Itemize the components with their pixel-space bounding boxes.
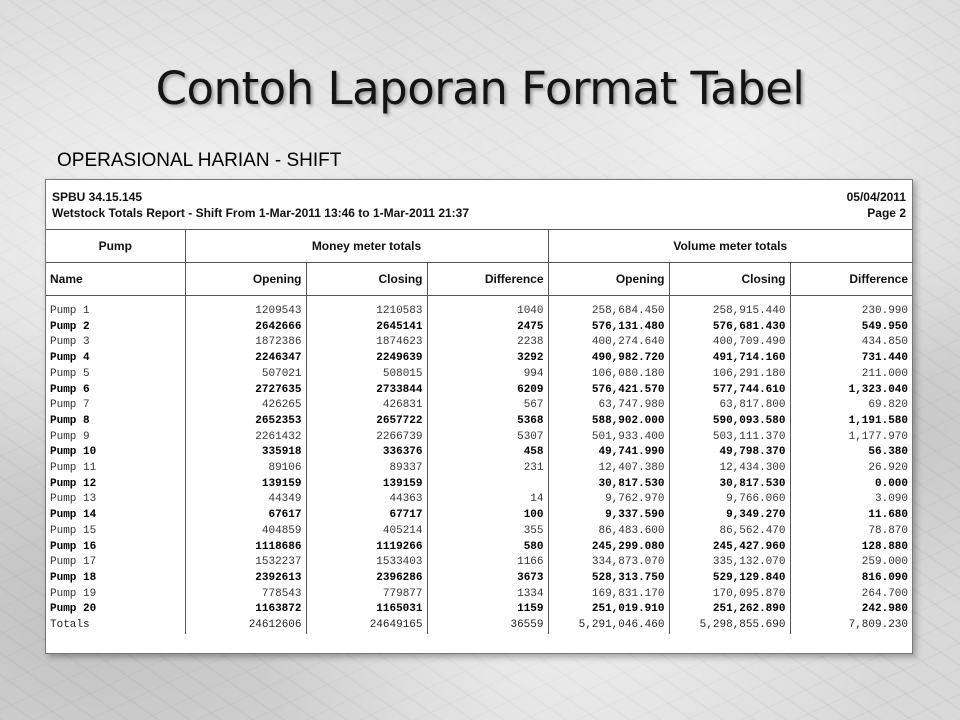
table-row [46,335,912,351]
column-header-name: Name [46,263,185,296]
table-row [46,351,912,367]
volume-closing-cell: 529,129.840 [669,571,790,587]
column-header-money-opening: Opening [185,263,306,296]
money-difference-cell: 1166 [427,555,548,571]
slide-subtitle: OPERASIONAL HARIAN - SHIFT [57,150,342,171]
report-header [46,180,912,230]
money-closing-cell: 2645141 [306,320,427,336]
volume-closing-cell: 86,562.470 [669,524,790,540]
volume-difference-cell: 56.380 [790,445,912,461]
money-closing-cell: 779877 [306,587,427,603]
money-difference-cell [427,477,548,493]
money-difference-cell: 458 [427,445,548,461]
pump-name-cell: Pump 11 [50,462,97,475]
table-row [46,555,912,571]
table-row [46,398,912,414]
volume-closing-cell: 251,262.890 [669,602,790,618]
money-opening-cell: 2246347 [185,351,306,367]
page-number: Page 2 [867,206,906,220]
money-difference-cell: 355 [427,524,548,540]
volume-opening-cell: 490,982.720 [548,351,669,367]
volume-opening-cell: 334,873.070 [548,555,669,571]
money-opening-cell: 404859 [185,524,306,540]
money-opening-cell: 2642666 [185,320,306,336]
money-difference-cell: 5368 [427,414,548,430]
volume-opening-cell: 9,762.970 [548,492,669,508]
money-closing-cell: 1165031 [306,602,427,618]
money-difference-cell: 3292 [427,351,548,367]
money-difference-cell: 2475 [427,320,548,336]
volume-opening-cell: 12,407.380 [548,461,669,477]
volume-difference-cell: 211.000 [790,367,912,383]
money-opening-cell: 2652353 [185,414,306,430]
volume-difference-cell: 3.090 [790,492,912,508]
pump-name-cell: Pump 5 [50,367,90,380]
volume-closing-cell: 9,349.270 [669,508,790,524]
volume-opening-cell: 106,080.180 [548,367,669,383]
column-header-money-difference: Difference [427,263,548,296]
money-difference-cell: 1159 [427,602,548,618]
volume-difference-cell: 264.700 [790,587,912,603]
pump-name-cell: Pump 6 [50,383,90,396]
table-body [46,296,912,634]
table-row [46,602,912,618]
volume-difference-cell: 1,191.580 [790,414,912,430]
money-closing-cell: 2733844 [306,383,427,399]
pump-name-cell: Pump 7 [50,399,90,412]
money-opening-cell: 44349 [185,492,306,508]
volume-opening-cell: 169,831.170 [548,587,669,603]
money-closing-cell: 508015 [306,367,427,383]
table-row [46,571,912,587]
pump-name-cell: Pump 18 [50,571,97,584]
table-row [46,587,912,603]
table-row [46,304,912,320]
volume-closing-cell: 400,709.490 [669,335,790,351]
volume-opening-cell: 588,902.000 [548,414,669,430]
report-document [45,179,913,654]
money-difference-cell: 5307 [427,430,548,446]
report-description: Wetstock Totals Report - Shift From 1-Mar-2011 13:46 to 1-Mar-2011 21:37 [52,206,470,220]
volume-opening-cell: 400,274.640 [548,335,669,351]
money-closing-cell: 336376 [306,445,427,461]
money-closing-cell: 405214 [306,524,427,540]
column-header-volume-difference: Difference [790,263,912,296]
money-closing-cell: 89337 [306,461,427,477]
volume-closing-cell: 49,798.370 [669,445,790,461]
table-row [46,430,912,446]
volume-difference-cell: 128.880 [790,540,912,556]
money-closing-cell: 2657722 [306,414,427,430]
money-opening-cell: 778543 [185,587,306,603]
money-closing-cell: 139159 [306,477,427,493]
money-opening-cell: 67617 [185,508,306,524]
table-row [46,383,912,399]
pump-name-cell: Pump 1 [50,305,90,317]
money-closing-cell: 67717 [306,508,427,524]
volume-difference-cell: 434.850 [790,335,912,351]
volume-difference-cell: 549.950 [790,320,912,336]
table-row [46,320,912,336]
totals-table [46,230,912,634]
spacer-row [46,296,912,305]
volume-opening-cell: 258,684.450 [548,304,669,320]
volume-closing-cell: 12,434.300 [669,461,790,477]
table-row [46,492,912,508]
table-row [46,477,912,493]
volume-opening-cell: 9,337.590 [548,508,669,524]
money-closing-cell: 1210583 [306,304,427,320]
volume-opening-cell: 251,019.910 [548,602,669,618]
money-difference-cell: 2238 [427,335,548,351]
money-difference-cell: 994 [427,367,548,383]
column-header-money-closing: Closing [306,263,427,296]
money-opening-cell: 2727635 [185,383,306,399]
money-difference-cell: 14 [427,492,548,508]
table-row [46,524,912,540]
total-volume-closing-cell: 5,298,855.690 [669,618,790,634]
money-opening-cell: 89106 [185,461,306,477]
volume-opening-cell: 86,483.600 [548,524,669,540]
column-header-volume-opening: Opening [548,263,669,296]
volume-closing-cell: 491,714.160 [669,351,790,367]
money-opening-cell: 1118686 [185,540,306,556]
money-difference-cell: 1040 [427,304,548,320]
money-difference-cell: 567 [427,398,548,414]
volume-opening-cell: 63,747.980 [548,398,669,414]
pump-name-cell: Pump 8 [50,414,90,427]
totals-label-cell: Totals [50,619,90,632]
table-row [46,445,912,461]
volume-opening-cell: 528,313.750 [548,571,669,587]
volume-opening-cell: 245,299.080 [548,540,669,556]
volume-opening-cell: 49,741.990 [548,445,669,461]
volume-closing-cell: 258,915.440 [669,304,790,320]
money-closing-cell: 2249639 [306,351,427,367]
total-money-opening-cell: 24612606 [185,618,306,634]
money-closing-cell: 2396286 [306,571,427,587]
total-volume-difference-cell: 7,809.230 [790,618,912,634]
volume-opening-cell: 576,131.480 [548,320,669,336]
volume-closing-cell: 503,111.370 [669,430,790,446]
money-closing-cell: 44363 [306,492,427,508]
money-difference-cell: 6209 [427,383,548,399]
pump-name-cell: Pump 19 [50,587,97,600]
group-header-money: Money meter totals [185,230,548,263]
table-row [46,414,912,430]
table-row [46,540,912,556]
money-difference-cell: 231 [427,461,548,477]
volume-difference-cell: 816.090 [790,571,912,587]
totals-row [46,618,912,634]
money-opening-cell: 1163872 [185,602,306,618]
volume-closing-cell: 577,744.610 [669,383,790,399]
pump-name-cell: Pump 4 [50,352,90,365]
money-difference-cell: 3673 [427,571,548,587]
volume-opening-cell: 501,933.400 [548,430,669,446]
money-opening-cell: 507021 [185,367,306,383]
volume-difference-cell: 731.440 [790,351,912,367]
volume-closing-cell: 106,291.180 [669,367,790,383]
volume-difference-cell: 11.680 [790,508,912,524]
money-opening-cell: 139159 [185,477,306,493]
pump-name-cell: Pump 9 [50,430,90,443]
pump-name-cell: Pump 13 [50,493,97,506]
total-volume-opening-cell: 5,291,046.460 [548,618,669,634]
pump-name-cell: Pump 2 [50,320,90,333]
table-row [46,367,912,383]
pump-name-cell: Pump 20 [50,603,97,616]
money-opening-cell: 335918 [185,445,306,461]
volume-closing-cell: 245,427.960 [669,540,790,556]
slide-title: Contoh Laporan Format Tabel [155,62,805,115]
volume-difference-cell: 242.980 [790,602,912,618]
volume-closing-cell: 335,132.070 [669,555,790,571]
money-closing-cell: 1533403 [306,555,427,571]
volume-closing-cell: 576,681.430 [669,320,790,336]
money-closing-cell: 1874623 [306,335,427,351]
pump-name-cell: Pump 3 [50,336,90,349]
report-date: 05/04/2011 [846,190,906,204]
volume-closing-cell: 63,817.800 [669,398,790,414]
pump-name-cell: Pump 15 [50,524,97,537]
volume-difference-cell: 26.920 [790,461,912,477]
station-name: SPBU 34.15.145 [52,190,143,204]
money-opening-cell: 2261432 [185,430,306,446]
volume-difference-cell: 69.820 [790,398,912,414]
pump-name-cell: Pump 12 [50,477,97,490]
volume-closing-cell: 9,766.060 [669,492,790,508]
volume-closing-cell: 170,095.870 [669,587,790,603]
volume-difference-cell: 230.990 [790,304,912,320]
money-opening-cell: 1872386 [185,335,306,351]
total-money-difference-cell: 36559 [427,618,548,634]
money-closing-cell: 1119266 [306,540,427,556]
volume-closing-cell: 30,817.530 [669,477,790,493]
money-difference-cell: 580 [427,540,548,556]
pump-name-cell: Pump 17 [50,556,97,569]
table-row [46,461,912,477]
column-header-volume-closing: Closing [669,263,790,296]
pump-name-cell: Pump 16 [50,540,97,553]
money-opening-cell: 1209543 [185,304,306,320]
volume-difference-cell: 259.000 [790,555,912,571]
volume-difference-cell: 78.870 [790,524,912,540]
group-header-pump: Pump [46,230,185,263]
money-opening-cell: 426265 [185,398,306,414]
money-closing-cell: 2266739 [306,430,427,446]
volume-difference-cell: 0.000 [790,477,912,493]
pump-name-cell: Pump 10 [50,446,97,459]
money-difference-cell: 100 [427,508,548,524]
table-row [46,508,912,524]
volume-difference-cell: 1,177.970 [790,430,912,446]
money-closing-cell: 426831 [306,398,427,414]
money-difference-cell: 1334 [427,587,548,603]
money-opening-cell: 2392613 [185,571,306,587]
volume-difference-cell: 1,323.040 [790,383,912,399]
pump-name-cell: Pump 14 [50,509,97,522]
volume-closing-cell: 590,093.580 [669,414,790,430]
volume-opening-cell: 576,421.570 [548,383,669,399]
total-money-closing-cell: 24649165 [306,618,427,634]
group-header-volume: Volume meter totals [548,230,912,263]
volume-opening-cell: 30,817.530 [548,477,669,493]
money-opening-cell: 1532237 [185,555,306,571]
